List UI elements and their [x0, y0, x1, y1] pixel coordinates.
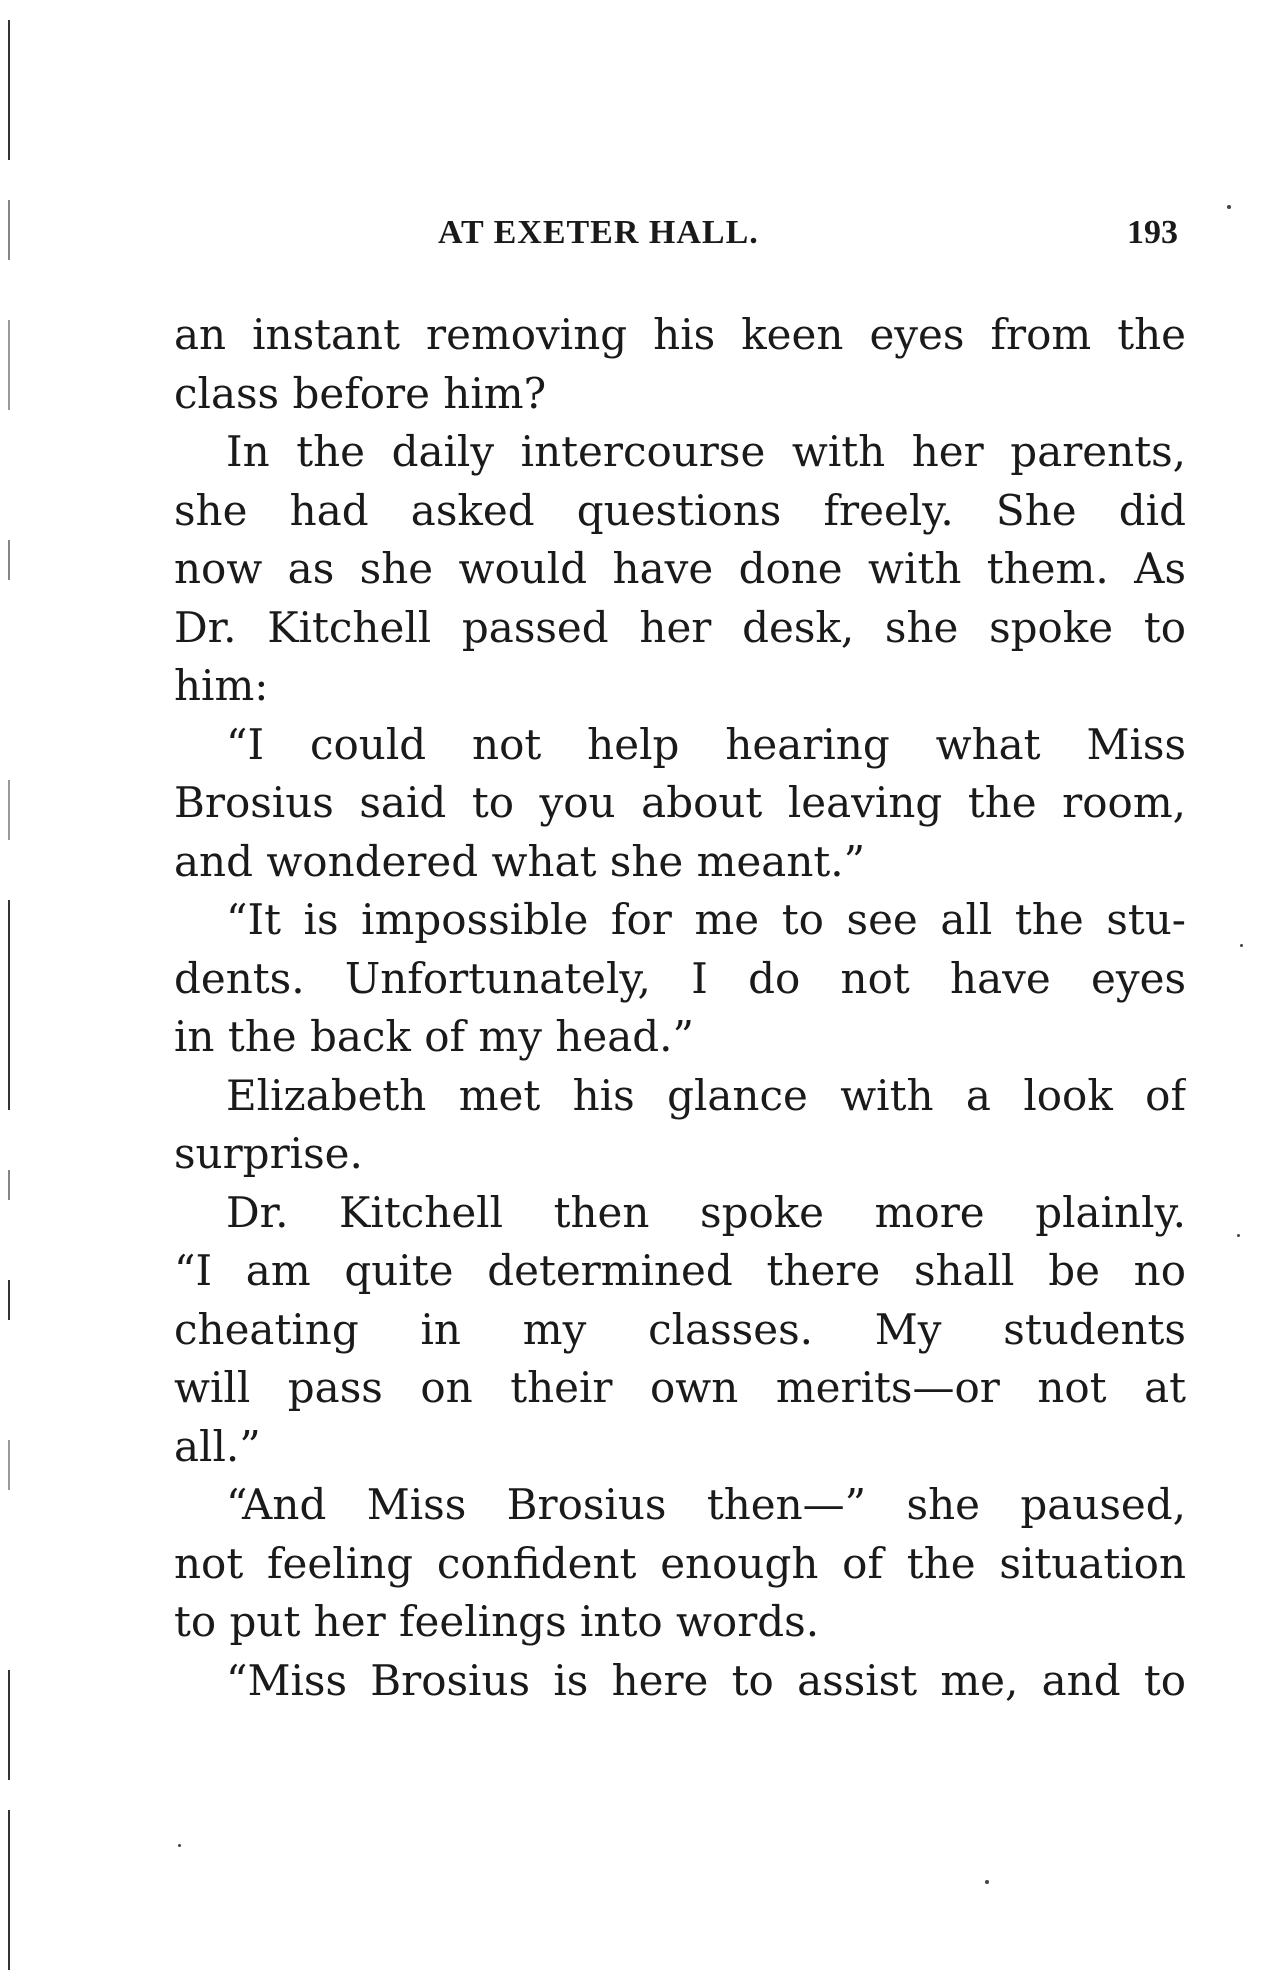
page-edge-binding-marks [8, 20, 12, 1970]
text-line: class before him? [174, 368, 547, 418]
text-line: him: [174, 661, 269, 710]
text-line: in the back of my head.” [174, 1012, 694, 1061]
text-line: to put her feelings into words. [174, 1597, 820, 1646]
text-line: cheating in my classes. My students [174, 1304, 1186, 1354]
text-line: all.” [174, 1421, 261, 1471]
body-text [174, 306, 1186, 1710]
text-line: “It is impossible for me to see all the stu- [226, 895, 1186, 944]
text-line: In the daily intercourse with her parents, [226, 427, 1186, 476]
text-line: an instant removing his keen eyes from the [174, 310, 1186, 359]
print-speck [1227, 205, 1231, 209]
text-line: surprise. [174, 1129, 363, 1178]
text-line: Elizabeth met his glance with a look of [226, 1070, 1186, 1120]
text-line: she had asked questions freely. She did [174, 485, 1186, 535]
text-line: not feeling confident enough of the situation [174, 1538, 1186, 1588]
text-line: dents. Unfortunately, I do not have eyes [174, 953, 1186, 1003]
running-title: AT EXETER HALL. [438, 214, 759, 251]
text-line: “Miss Brosius is here to assist me, and to [226, 1655, 1186, 1705]
print-speck [1237, 1234, 1240, 1237]
text-line: now as she would have done with them. As [174, 544, 1186, 593]
print-speck [985, 1880, 989, 1884]
text-line: Dr. Kitchell passed her desk, she spoke to [174, 602, 1186, 652]
text-line: Dr. Kitchell then spoke more plainly. [226, 1187, 1186, 1237]
text-line: “I could not help hearing what Miss [226, 719, 1186, 769]
text-line: Brosius said to you about leaving the room, [174, 778, 1186, 827]
text-line: and wondered what she meant.” [174, 836, 866, 886]
page-number: 193 [1127, 214, 1178, 251]
text-line: will pass on their own merits—or not at [174, 1363, 1186, 1412]
print-speck [1240, 944, 1243, 947]
running-head [174, 214, 1186, 264]
print-speck [178, 1844, 181, 1847]
text-line: “And Miss Brosius then—” she paused, [226, 1480, 1186, 1529]
text-line: “I am quite determined there shall be no [174, 1246, 1186, 1295]
